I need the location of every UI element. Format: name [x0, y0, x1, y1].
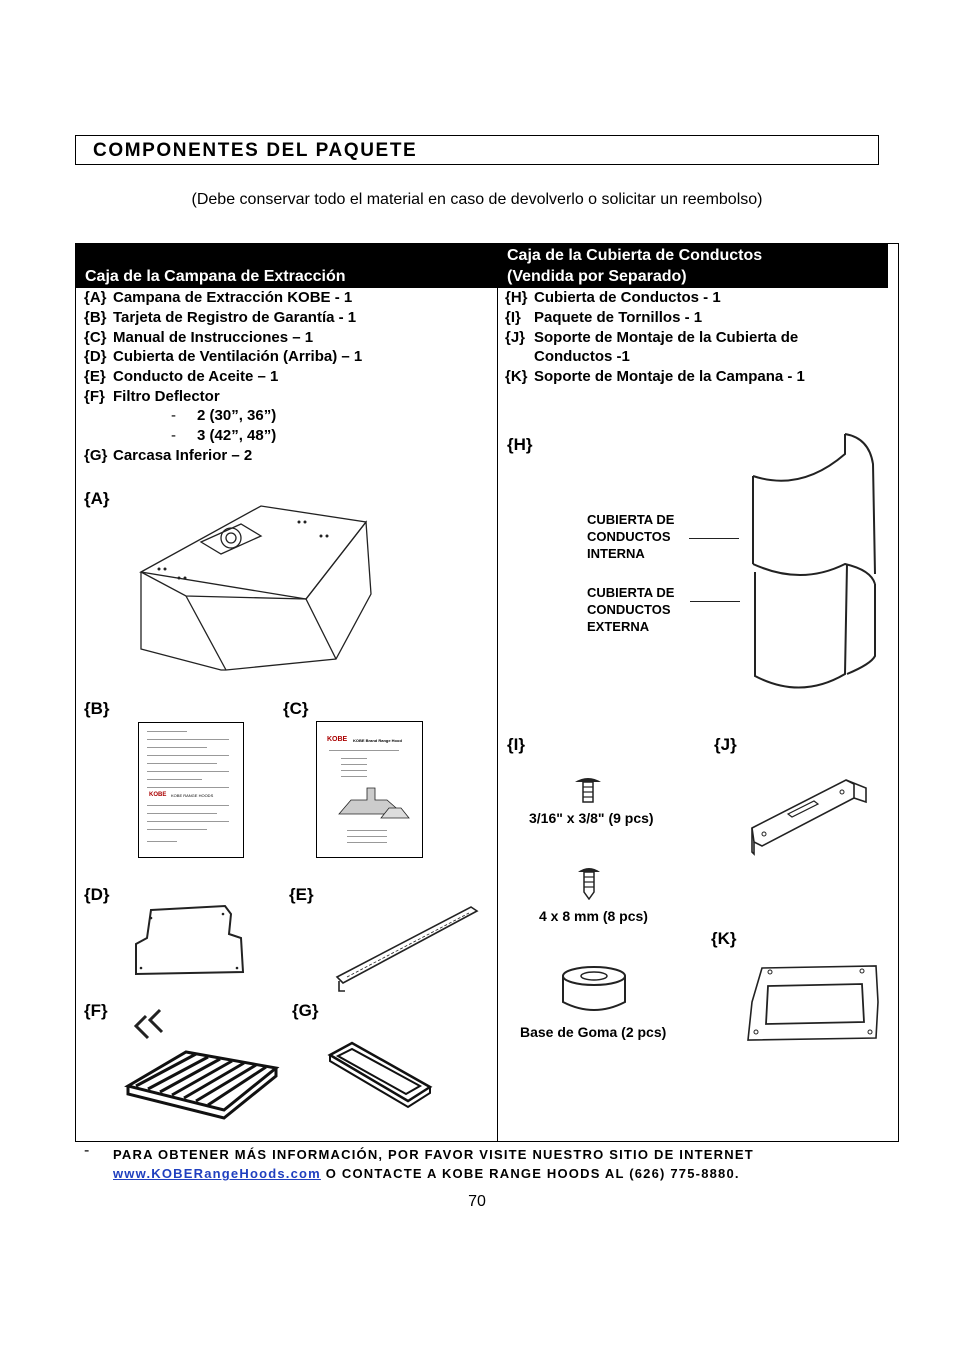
- bottom-housing-illustration: [326, 1029, 436, 1109]
- right-header-line1: Caja de la Cubierta de Conductos: [507, 247, 763, 264]
- figure-label-k: {K}: [711, 929, 737, 948]
- duct-inner-label: CUBIERTA DE CONDUCTOS INTERNA: [587, 512, 675, 561]
- figure-label-d: {D}: [84, 885, 110, 904]
- list-item: {A} Campana de Extracción KOBE - 1: [84, 289, 353, 306]
- list-item: {H} Cubierta de Conductos - 1: [505, 289, 721, 306]
- column-divider: [497, 244, 498, 1141]
- range-hood-illustration: [131, 494, 391, 674]
- filter-size-item: - 2 (30”, 36”): [171, 407, 277, 424]
- screw-icon: [573, 774, 603, 804]
- rubber-base-caption: Base de Goma (2 pcs): [520, 1024, 667, 1040]
- figure-label-b: {B}: [84, 699, 110, 718]
- inner-leader-line: [689, 538, 739, 539]
- manual-brand-logo: KOBE: [327, 736, 348, 743]
- page-number: 70: [468, 1193, 486, 1210]
- filter-size-item: - 3 (42”, 48”): [171, 427, 277, 444]
- footer-line2: www.KOBERangeHoods.com O CONTACTE A KOBE RANGE HOODS AL (626) 775-8880.: [113, 1166, 740, 1181]
- list-item: {B} Tarjeta de Registro de Garantía - 1: [84, 309, 357, 326]
- figure-label-j: {J}: [714, 735, 737, 754]
- list-item: {E} Conducto de Aceite – 1: [84, 368, 279, 385]
- conservation-note: (Debe conservar todo el material en caso de devolverlo o solicitar un reembolso): [191, 191, 763, 208]
- figure-label-f: {F}: [84, 1001, 108, 1020]
- warranty-card-illustration: [138, 722, 244, 858]
- components-table: [75, 243, 899, 1142]
- website-link[interactable]: www.KOBERangeHoods.com: [113, 1166, 321, 1181]
- oil-duct-illustration: [331, 899, 481, 994]
- left-column-header: [76, 244, 497, 288]
- list-item: {D} Cubierta de Ventilación (Arriba) – 1: [84, 348, 363, 365]
- list-item: {I} Paquete de Tornillos - 1: [505, 309, 703, 326]
- figure-label-h: {H}: [507, 435, 533, 454]
- left-header-text: Caja de la Campana de Extracción: [85, 268, 346, 285]
- footer-line1: PARA OBTENER MÁS INFORMACIÓN, POR FAVOR VISITE NUESTRO SITIO DE INTERNET: [113, 1147, 754, 1162]
- screw-icon: [576, 864, 602, 900]
- figure-label-c: {C}: [283, 699, 309, 718]
- list-item: {F} Filtro Deflector: [84, 388, 220, 405]
- instruction-manual-illustration: [316, 721, 423, 858]
- list-item: {K} Soporte de Montaje de la Campana - 1: [505, 368, 805, 385]
- outer-leader-line: [690, 601, 740, 602]
- figure-label-g: {G}: [292, 1001, 319, 1020]
- hood-mount-bracket-illustration: [744, 962, 884, 1047]
- manual-hood-image: [331, 784, 411, 824]
- footer-dash: -: [84, 1142, 90, 1159]
- figure-label-a: {A}: [84, 489, 110, 508]
- duct-cover-illustration: [741, 424, 891, 699]
- section-title: COMPONENTES DEL PAQUETE: [93, 140, 418, 161]
- mounting-bracket-illustration: [744, 774, 869, 859]
- list-item: {G} Carcasa Inferior – 2: [84, 447, 253, 464]
- figure-label-i: {I}: [507, 735, 525, 754]
- manual-title: KOBE Brand Range Hood: [353, 738, 402, 743]
- duct-outer-label: CUBIERTA DE CONDUCTOS EXTERNA: [587, 585, 675, 634]
- footer-note: [86, 1145, 754, 1183]
- baffle-filter-illustration: [116, 1006, 291, 1131]
- screw-metric-caption: 4 x 8 mm (8 pcs): [539, 908, 648, 924]
- section-title-box: [75, 135, 879, 165]
- screw-small-caption: 3/16" x 3/8" (9 pcs): [529, 810, 654, 826]
- list-item: {C} Manual de Instrucciones – 1: [84, 329, 314, 346]
- card-brand-logo: KOBE: [149, 792, 167, 798]
- right-header-line2: (Vendida por Separado): [507, 268, 687, 285]
- card-title: KOBE RANGE HOODS: [171, 793, 214, 798]
- vent-cover-illustration: [131, 904, 251, 979]
- rubber-base-illustration: [559, 964, 629, 1014]
- list-item: {J} Soporte de Montaje de la Cubierta de: [505, 329, 799, 346]
- list-item: Conductos -1: [534, 348, 630, 365]
- right-column-header: [498, 244, 888, 288]
- figure-label-e: {E}: [289, 885, 314, 904]
